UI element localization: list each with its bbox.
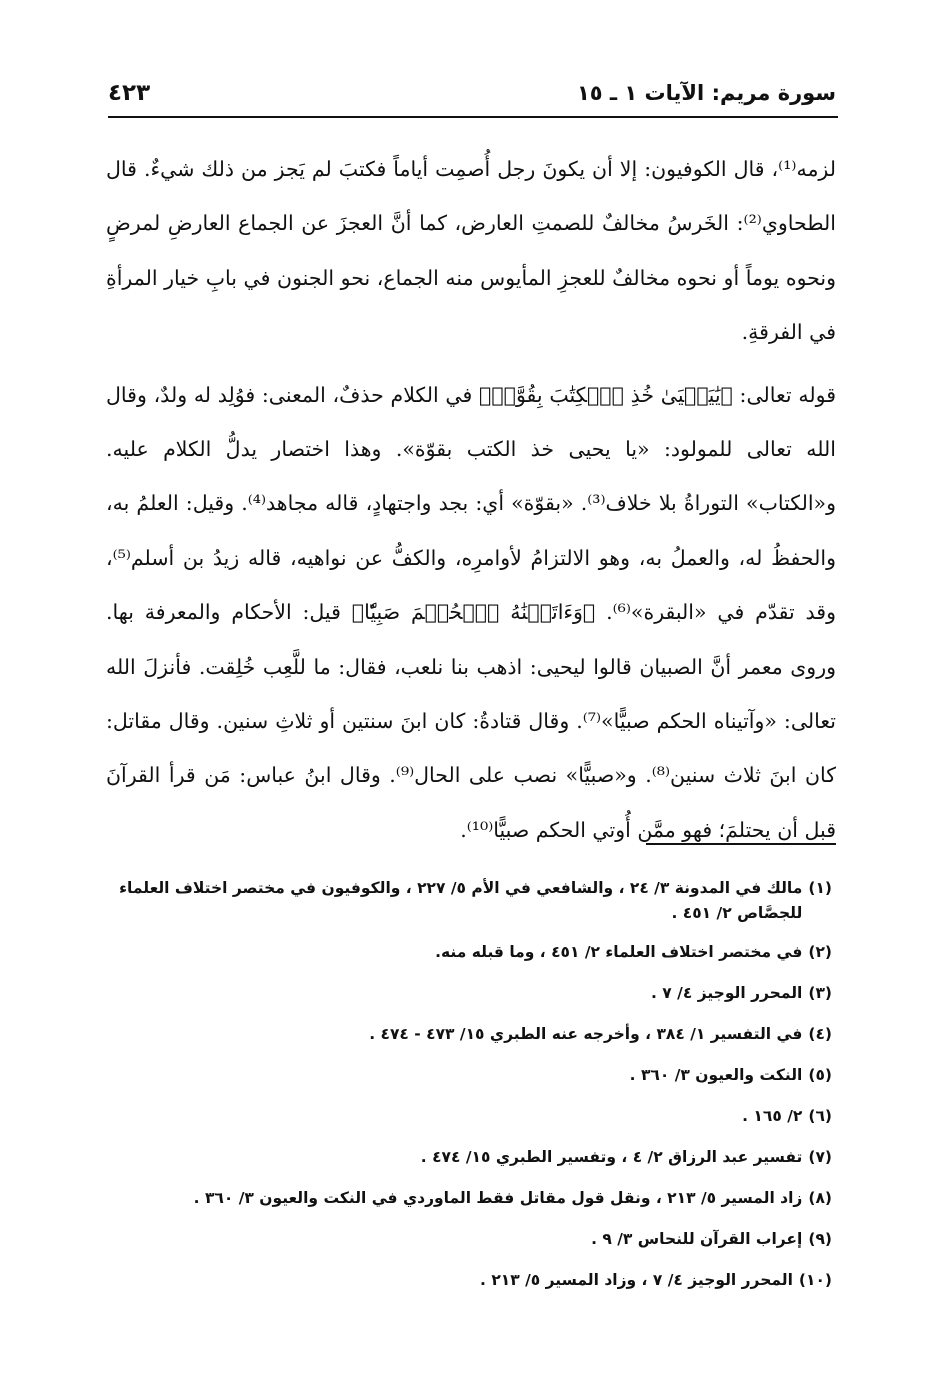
- footnote: [108, 1268, 832, 1293]
- header-divider: [108, 116, 838, 118]
- footnote: [108, 876, 832, 926]
- paragraph: قوله تعالى: ﴿يَٰيَحۡيَىٰ خُذِ ٱلۡكِتَٰبَ بِقُوَّةٖ﴾ في الكلام حذفٌ، المعنى: فوُلِد له ولدٌ، وقال الله تعالى للمولود: «يا يحيى خذ الكتب بقوّة». وهذا اختصار يدلُّ الكلام عليه. و«الكتاب» التوراةُ بلا خلاف⁽³⁾. «بقوّة» أي: بجد واجتهادٍ، قاله مجاهد⁽⁴⁾. وقيل: العلمُ به، والحفظُ له، والعملُ به، وهو الالتزامُ لأوامرِه، والكفُّ عن نواهيه، قاله زيدُ بن أسلم⁽⁵⁾، وقد تقدّم في «البقرة»⁽⁶⁾. ﴿وَءَاتَيۡنَٰهُ ٱلۡحُكۡمَ صَبِيّٗا﴾ قيل: الأحكام والمعرفة بها. وروى معمر أنَّ الصبيان قالوا ليحيى: اذهب بنا نلعب، فقال: ما للَّعِب خُلِقت. فأنزلَ الله تعالى: «وآتيناه الحكم صبيًّا»⁽⁷⁾. وقال قتادةُ: كان ابنَ سنتين أو ثلاثِ سنين. وقال مقاتل: كان ابنَ ثلاث سنين⁽⁸⁾. و«صبيًّا» نصب على الحال⁽⁹⁾. وقال ابنُ عباس: مَن قرأ القرآنَ قبل أن يحتلمَ؛ فهو ممَّن أُوتي الحكم صبيًّا⁽¹⁰⁾.: [106, 382, 837, 842]
- footnote-number: (٤): [808, 1025, 832, 1043]
- page-number: ٤٢٣: [108, 80, 151, 106]
- footnote-number: (٧): [808, 1148, 832, 1166]
- footnote: [108, 1022, 832, 1047]
- footnotes: [108, 876, 832, 1309]
- footnote: [108, 1145, 832, 1170]
- footnote-number: (٩): [808, 1230, 832, 1248]
- footnote: [108, 940, 832, 965]
- footnote-text: في مختصر اختلاف العلماء ٢/ ٤٥١ ، وما قبله منه.: [435, 943, 803, 961]
- footnote-text: إعراب القرآن للنحاس ٣/ ٩ .: [591, 1230, 803, 1248]
- footnote-text: مالك في المدونة ٣/ ٢٤ ، والشافعي في الأم ٥/ ٢٢٧ ، والكوفيون في مختصر اختلاف العلماء للجصَّاص ٢/ ٤٥١ .: [119, 879, 803, 922]
- footnote-text: في التفسير ١/ ٣٨٤ ، وأخرجه عنه الطبري ١٥/ ٤٧٣ - ٤٧٤ .: [369, 1025, 803, 1043]
- footnote-text: زاد المسير ٥/ ٢١٣ ، ونقل قول مقاتل فقط الماوردي في النكت والعيون ٣/ ٣٦٠ .: [193, 1189, 803, 1207]
- footnote: [108, 1227, 832, 1252]
- footnote-text: تفسير عبد الرزاق ٢/ ٤ ، وتفسير الطبري ١٥/ ٤٧٤ .: [420, 1148, 803, 1166]
- footnote-text: النكت والعيون ٣/ ٣٦٠ .: [629, 1066, 803, 1084]
- footnote: [108, 1063, 832, 1088]
- footnote: [108, 1104, 832, 1129]
- footnote-text: ٢/ ١٦٥ .: [742, 1107, 803, 1125]
- footnote-number: (٣): [808, 984, 832, 1002]
- footnote-number: (١): [808, 879, 832, 897]
- running-title: سورة مريم: الآيات ١ ـ ١٥: [576, 81, 836, 105]
- footnote-divider: [646, 843, 836, 845]
- paragraph: لزمه⁽¹⁾، قال الكوفيون: إلا أن يكونَ رجل أُصمِت أياماً فكتبَ لم يَجز من ذلك شيءٌ. قال الطحاوي⁽²⁾: الخَرسُ مخالفٌ للصمتِ العارض، كما أنَّ العجزَ عن الجماع العارضِ لمرضٍ ونحوه يوماً أو نحوه مخالفٌ للعجزِ المأيوس منه الجماع، نحو الجنون في بابِ خيار المرأةِ في الفرقةِ.: [106, 157, 836, 345]
- footnote-text: المحرر الوجيز ٤/ ٧ ، وزاد المسير ٥/ ٢١٣ .: [480, 1271, 793, 1289]
- footnote-number: (٥): [808, 1066, 832, 1084]
- footnote-number: (٢): [808, 943, 832, 961]
- footnote-number: (١٠): [798, 1271, 832, 1289]
- main-text: [106, 142, 836, 857]
- footnote: [108, 1186, 832, 1211]
- footnote-number: (٦): [808, 1107, 832, 1125]
- footnote: [108, 981, 832, 1006]
- footnote-number: (٨): [808, 1189, 832, 1207]
- footnote-text: المحرر الوجيز ٤/ ٧ .: [651, 984, 803, 1002]
- page-header: [108, 74, 836, 112]
